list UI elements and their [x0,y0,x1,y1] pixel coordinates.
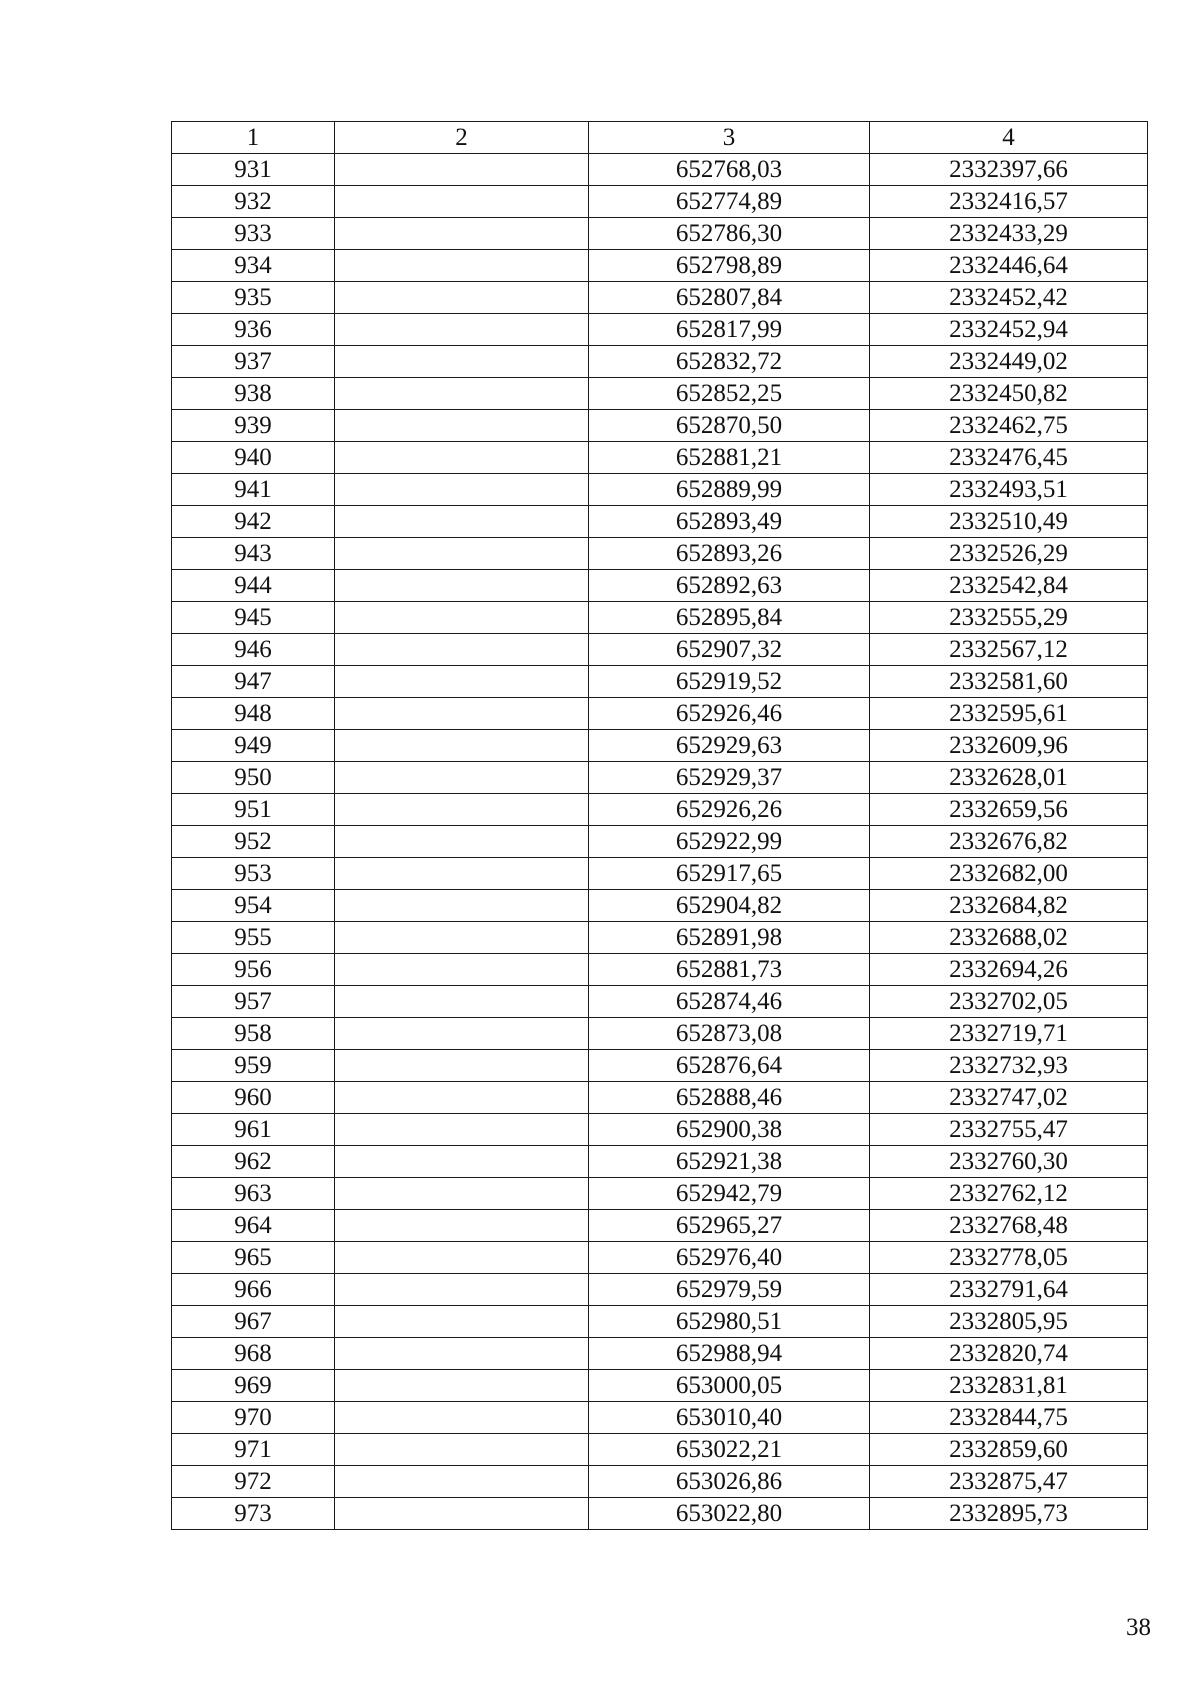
x-coordinate-cell: 652774,89 [589,186,870,218]
empty-cell [335,1242,589,1274]
x-coordinate-cell: 652976,40 [589,1242,870,1274]
y-coordinate-cell: 2332416,57 [870,186,1148,218]
y-coordinate-cell: 2332768,48 [870,1210,1148,1242]
point-number-cell: 944 [172,570,335,602]
table-row [172,1402,1148,1434]
y-coordinate-cell: 2332755,47 [870,1114,1148,1146]
y-coordinate-cell: 2332526,29 [870,538,1148,570]
x-coordinate-cell: 652798,89 [589,250,870,282]
x-coordinate-cell: 652917,65 [589,858,870,890]
y-coordinate-cell: 2332778,05 [870,1242,1148,1274]
point-number-cell: 968 [172,1338,335,1370]
x-coordinate-cell: 652919,52 [589,666,870,698]
y-coordinate-cell: 2332542,84 [870,570,1148,602]
table-row [172,218,1148,250]
table-body [172,154,1148,1530]
x-coordinate-cell: 653010,40 [589,1402,870,1434]
point-number-cell: 960 [172,1082,335,1114]
table-row [172,410,1148,442]
empty-cell [335,1274,589,1306]
y-coordinate-cell: 2332510,49 [870,506,1148,538]
point-number-cell: 936 [172,314,335,346]
x-coordinate-cell: 652980,51 [589,1306,870,1338]
point-number-cell: 947 [172,666,335,698]
empty-cell [335,1466,589,1498]
y-coordinate-cell: 2332762,12 [870,1178,1148,1210]
y-coordinate-cell: 2332462,75 [870,410,1148,442]
table-row [172,1114,1148,1146]
point-number-cell: 938 [172,378,335,410]
table-row [172,346,1148,378]
y-coordinate-cell: 2332452,42 [870,282,1148,314]
y-coordinate-cell: 2332609,96 [870,730,1148,762]
y-coordinate-cell: 2332694,26 [870,954,1148,986]
x-coordinate-cell: 652893,26 [589,538,870,570]
column-header-4: 4 [870,122,1148,154]
x-coordinate-cell: 652922,99 [589,826,870,858]
header-row [172,122,1148,154]
point-number-cell: 966 [172,1274,335,1306]
empty-cell [335,954,589,986]
point-number-cell: 940 [172,442,335,474]
empty-cell [335,154,589,186]
y-coordinate-cell: 2332628,01 [870,762,1148,794]
empty-cell [335,1370,589,1402]
empty-cell [335,346,589,378]
x-coordinate-cell: 652892,63 [589,570,870,602]
empty-cell [335,1338,589,1370]
point-number-cell: 952 [172,826,335,858]
empty-cell [335,666,589,698]
x-coordinate-cell: 652817,99 [589,314,870,346]
point-number-cell: 962 [172,1146,335,1178]
x-coordinate-cell: 652926,46 [589,698,870,730]
y-coordinate-cell: 2332719,71 [870,1018,1148,1050]
table-row [172,1178,1148,1210]
x-coordinate-cell: 652876,64 [589,1050,870,1082]
point-number-cell: 942 [172,506,335,538]
table-row [172,538,1148,570]
empty-cell [335,1402,589,1434]
table-row [172,730,1148,762]
empty-cell [335,602,589,634]
point-number-cell: 949 [172,730,335,762]
empty-cell [335,442,589,474]
table-row [172,794,1148,826]
empty-cell [335,858,589,890]
x-coordinate-cell: 652904,82 [589,890,870,922]
table-row [172,858,1148,890]
y-coordinate-cell: 2332895,73 [870,1498,1148,1530]
y-coordinate-cell: 2332433,29 [870,218,1148,250]
point-number-cell: 948 [172,698,335,730]
empty-cell [335,250,589,282]
x-coordinate-cell: 652942,79 [589,1178,870,1210]
table-row [172,474,1148,506]
x-coordinate-cell: 652881,73 [589,954,870,986]
y-coordinate-cell: 2332875,47 [870,1466,1148,1498]
table-row [172,1370,1148,1402]
empty-cell [335,1434,589,1466]
y-coordinate-cell: 2332859,60 [870,1434,1148,1466]
empty-cell [335,634,589,666]
empty-cell [335,794,589,826]
point-number-cell: 951 [172,794,335,826]
column-header-1: 1 [172,122,335,154]
x-coordinate-cell: 652893,49 [589,506,870,538]
x-coordinate-cell: 652881,21 [589,442,870,474]
table-row [172,826,1148,858]
table-row [172,602,1148,634]
point-number-cell: 970 [172,1402,335,1434]
empty-cell [335,314,589,346]
y-coordinate-cell: 2332567,12 [870,634,1148,666]
point-number-cell: 969 [172,1370,335,1402]
x-coordinate-cell: 652870,50 [589,410,870,442]
y-coordinate-cell: 2332446,64 [870,250,1148,282]
point-number-cell: 950 [172,762,335,794]
empty-cell [335,186,589,218]
empty-cell [335,1082,589,1114]
table-row [172,922,1148,954]
y-coordinate-cell: 2332493,51 [870,474,1148,506]
table-row [172,666,1148,698]
point-number-cell: 961 [172,1114,335,1146]
table-row [172,442,1148,474]
table-row [172,1498,1148,1530]
table-row [172,762,1148,794]
x-coordinate-cell: 652895,84 [589,602,870,634]
point-number-cell: 972 [172,1466,335,1498]
empty-cell [335,410,589,442]
table-row [172,570,1148,602]
table-row [172,1082,1148,1114]
table-row [172,890,1148,922]
empty-cell [335,1018,589,1050]
x-coordinate-cell: 652926,26 [589,794,870,826]
point-number-cell: 953 [172,858,335,890]
table-row [172,1434,1148,1466]
point-number-cell: 943 [172,538,335,570]
table-row [172,282,1148,314]
empty-cell [335,986,589,1018]
x-coordinate-cell: 652979,59 [589,1274,870,1306]
y-coordinate-cell: 2332555,29 [870,602,1148,634]
empty-cell [335,570,589,602]
table-row [172,1274,1148,1306]
empty-cell [335,282,589,314]
point-number-cell: 965 [172,1242,335,1274]
empty-cell [335,826,589,858]
y-coordinate-cell: 2332820,74 [870,1338,1148,1370]
y-coordinate-cell: 2332476,45 [870,442,1148,474]
table-row [172,314,1148,346]
empty-cell [335,730,589,762]
point-number-cell: 967 [172,1306,335,1338]
x-coordinate-cell: 652929,63 [589,730,870,762]
y-coordinate-cell: 2332449,02 [870,346,1148,378]
table-row [172,186,1148,218]
y-coordinate-cell: 2332805,95 [870,1306,1148,1338]
x-coordinate-cell: 653022,80 [589,1498,870,1530]
y-coordinate-cell: 2332397,66 [870,154,1148,186]
table-row [172,1242,1148,1274]
empty-cell [335,762,589,794]
table-row [172,1146,1148,1178]
y-coordinate-cell: 2332595,61 [870,698,1148,730]
point-number-cell: 959 [172,1050,335,1082]
x-coordinate-cell: 652929,37 [589,762,870,794]
table-row [172,698,1148,730]
x-coordinate-cell: 652921,38 [589,1146,870,1178]
x-coordinate-cell: 652786,30 [589,218,870,250]
coordinates-table [171,121,1148,1530]
empty-cell [335,1050,589,1082]
y-coordinate-cell: 2332676,82 [870,826,1148,858]
point-number-cell: 956 [172,954,335,986]
table-row [172,506,1148,538]
table-row [172,154,1148,186]
point-number-cell: 946 [172,634,335,666]
y-coordinate-cell: 2332684,82 [870,890,1148,922]
empty-cell [335,890,589,922]
empty-cell [335,538,589,570]
y-coordinate-cell: 2332450,82 [870,378,1148,410]
x-coordinate-cell: 652907,32 [589,634,870,666]
x-coordinate-cell: 652873,08 [589,1018,870,1050]
table-row [172,1210,1148,1242]
point-number-cell: 964 [172,1210,335,1242]
point-number-cell: 955 [172,922,335,954]
table-row [172,634,1148,666]
x-coordinate-cell: 653022,21 [589,1434,870,1466]
point-number-cell: 935 [172,282,335,314]
y-coordinate-cell: 2332688,02 [870,922,1148,954]
x-coordinate-cell: 652889,99 [589,474,870,506]
point-number-cell: 973 [172,1498,335,1530]
table-row [172,1306,1148,1338]
x-coordinate-cell: 653000,05 [589,1370,870,1402]
table-row [172,1338,1148,1370]
y-coordinate-cell: 2332702,05 [870,986,1148,1018]
x-coordinate-cell: 652832,72 [589,346,870,378]
point-number-cell: 932 [172,186,335,218]
point-number-cell: 954 [172,890,335,922]
table-row [172,250,1148,282]
y-coordinate-cell: 2332682,00 [870,858,1148,890]
table-row [172,1018,1148,1050]
point-number-cell: 957 [172,986,335,1018]
y-coordinate-cell: 2332831,81 [870,1370,1148,1402]
empty-cell [335,218,589,250]
point-number-cell: 963 [172,1178,335,1210]
table-row [172,954,1148,986]
empty-cell [335,922,589,954]
table-row [172,378,1148,410]
y-coordinate-cell: 2332732,93 [870,1050,1148,1082]
x-coordinate-cell: 652900,38 [589,1114,870,1146]
empty-cell [335,1210,589,1242]
y-coordinate-cell: 2332659,56 [870,794,1148,826]
column-header-2: 2 [335,122,589,154]
point-number-cell: 934 [172,250,335,282]
empty-cell [335,1498,589,1530]
x-coordinate-cell: 653026,86 [589,1466,870,1498]
empty-cell [335,1306,589,1338]
table-row [172,986,1148,1018]
y-coordinate-cell: 2332581,60 [870,666,1148,698]
x-coordinate-cell: 652852,25 [589,378,870,410]
y-coordinate-cell: 2332760,30 [870,1146,1148,1178]
y-coordinate-cell: 2332791,64 [870,1274,1148,1306]
x-coordinate-cell: 652768,03 [589,154,870,186]
point-number-cell: 971 [172,1434,335,1466]
x-coordinate-cell: 652891,98 [589,922,870,954]
column-header-3: 3 [589,122,870,154]
page-number: 38 [1126,1614,1151,1641]
empty-cell [335,506,589,538]
x-coordinate-cell: 652988,94 [589,1338,870,1370]
x-coordinate-cell: 652888,46 [589,1082,870,1114]
empty-cell [335,1114,589,1146]
point-number-cell: 945 [172,602,335,634]
x-coordinate-cell: 652874,46 [589,986,870,1018]
empty-cell [335,1178,589,1210]
table-row [172,1050,1148,1082]
empty-cell [335,378,589,410]
empty-cell [335,474,589,506]
table-row [172,1466,1148,1498]
empty-cell [335,698,589,730]
point-number-cell: 931 [172,154,335,186]
empty-cell [335,1146,589,1178]
point-number-cell: 941 [172,474,335,506]
x-coordinate-cell: 652965,27 [589,1210,870,1242]
point-number-cell: 958 [172,1018,335,1050]
y-coordinate-cell: 2332747,02 [870,1082,1148,1114]
y-coordinate-cell: 2332844,75 [870,1402,1148,1434]
point-number-cell: 939 [172,410,335,442]
point-number-cell: 937 [172,346,335,378]
point-number-cell: 933 [172,218,335,250]
x-coordinate-cell: 652807,84 [589,282,870,314]
y-coordinate-cell: 2332452,94 [870,314,1148,346]
